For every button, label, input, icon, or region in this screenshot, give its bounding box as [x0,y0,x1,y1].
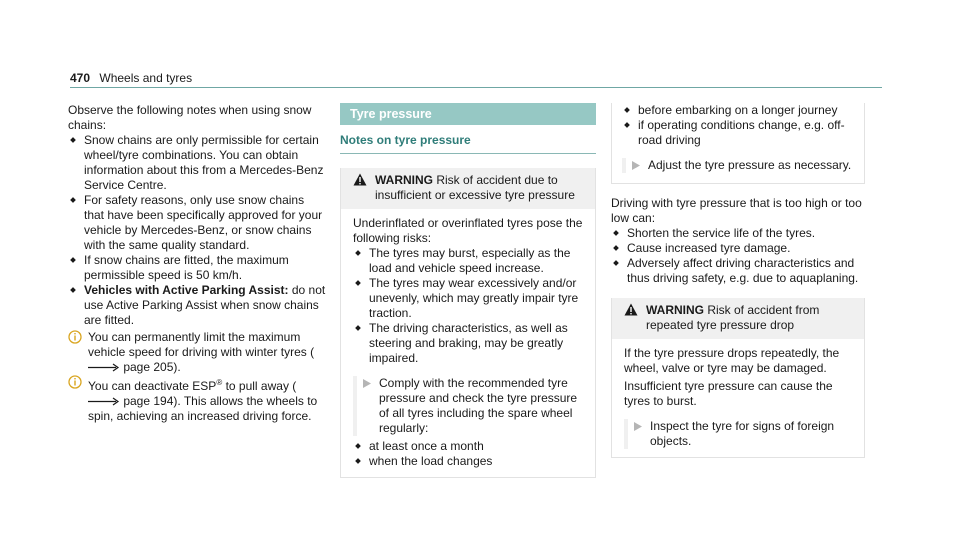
note-esp-text-b: to pull away ( [222,379,297,393]
list-item: The driving characteristics, as well as steering and braking, may be greatly impaired. [353,321,585,366]
list-item: Snow chains are only permissible for certain wheel/tyre combinations. You can obtain information about this from a Mercedes-Benz Service Centre. [68,133,326,193]
chapter-title: Wheels and tyres [99,71,193,85]
active-parking-assist-label: Vehicles with Active Parking Assist: [84,283,289,297]
list-item: For safety reasons, only use snow chains that have been specifically approved for your vehicle by Mercedes-Benz, or snow chains with the same quality standard. [68,193,326,253]
warning-risk-list [353,246,585,366]
snow-chains-intro: Observe the following notes when using snow chains: [68,103,312,132]
action-inspect-text: Inspect the tyre for signs of foreign objects. [650,419,835,448]
header-rule [70,87,882,88]
warning-label: WARNING [375,173,433,187]
list-item: If snow chains are fitted, the maximum permissible speed is 50 km/h. [68,253,326,283]
list-item: Cause increased tyre damage. [611,241,865,256]
page-reference-arrow-icon [88,397,120,406]
list-item [68,283,326,328]
column-3 [611,103,865,458]
list-item: if operating conditions change, e.g. off-road driving [622,118,856,148]
action-arrow-icon [363,379,371,388]
warning-paragraph-1: If the tyre pressure drops repeatedly, the wheel, valve or tyre may be damaged. [624,346,840,375]
action-adjust [622,158,856,173]
warning-body [341,209,595,477]
warning-label: WARNING [646,303,704,317]
warning-paragraph-2: Insufficient tyre pressure can cause the tyres to burst. [624,379,833,408]
note-speed-limit-text: You can permanently limit the maximum vehicle speed for driving with winter tyres ( [88,330,315,359]
info-icon [68,375,82,389]
list-item: Shorten the service life of the tyres. [611,226,865,241]
page-link-205[interactable]: page 205). [120,360,181,374]
list-item: Adversely affect driving characteristics and thus driving safety, e.g. due to aquaplaning. [611,256,865,286]
page-number: 470 [70,71,91,85]
driving-intro: Driving with tyre pressure that is too high or too low can: [611,196,862,225]
warning-box-pressure [340,168,596,478]
action-comply-text: Comply with the recommended tyre pressure and check the tyre pressure of all tyres including the spare wheel regularly: [379,376,578,435]
active-parking-assist-text: do not use Active Parking Assist when snow chains are fitted. [84,283,326,327]
column-2 [340,103,596,478]
note-esp [68,375,326,424]
info-icon [68,330,82,344]
warning-triangle-icon [624,303,638,316]
action-arrow-icon [634,422,642,431]
warning-header [612,298,864,339]
action-adjust-text: Adjust the tyre pressure as necessary. [648,158,852,172]
section-title-tyre-pressure: Tyre pressure [340,103,596,125]
list-item: when the load changes [353,454,585,469]
warning-triangle-icon [353,173,367,186]
warning-title: Risk of accident due to insufficient or excessive tyre pressure [375,173,575,202]
check-conditions-list [622,103,856,148]
driving-effects-list [611,226,865,286]
warning-intro: Underinflated or overinflated tyres pose the following risks: [353,216,583,245]
list-item: before embarking on a longer journey [622,103,856,118]
list-item: at least once a month [353,439,585,454]
warning-header [341,168,595,209]
page-reference-arrow-icon [88,363,120,372]
action-arrow-icon [632,161,640,170]
check-frequency-list [353,439,585,469]
warning-title: Risk of accident from repeated tyre pressure drop [646,303,820,332]
list-item: The tyres may burst, especially as the load and vehicle speed increase. [353,246,585,276]
action-inspect [624,419,854,449]
column-1 [68,103,326,424]
page-header [70,71,192,86]
registered-mark: ® [216,378,223,387]
page-link-194[interactable]: page 194). This allows the wheels to spin, achieving an increased driving force. [88,394,318,423]
warning-box-continued [611,103,865,184]
note-esp-text: You can deactivate ESP [88,379,217,393]
subheading-notes-tyre-pressure: Notes on tyre pressure [340,133,596,154]
note-speed-limit [68,330,326,375]
action-comply [353,376,585,436]
warning-body [612,339,864,457]
warning-box-pressure-drop [611,298,865,458]
list-item: The tyres may wear excessively and/or unevenly, which may greatly impair tyre traction. [353,276,585,321]
snow-chains-list [68,133,326,328]
